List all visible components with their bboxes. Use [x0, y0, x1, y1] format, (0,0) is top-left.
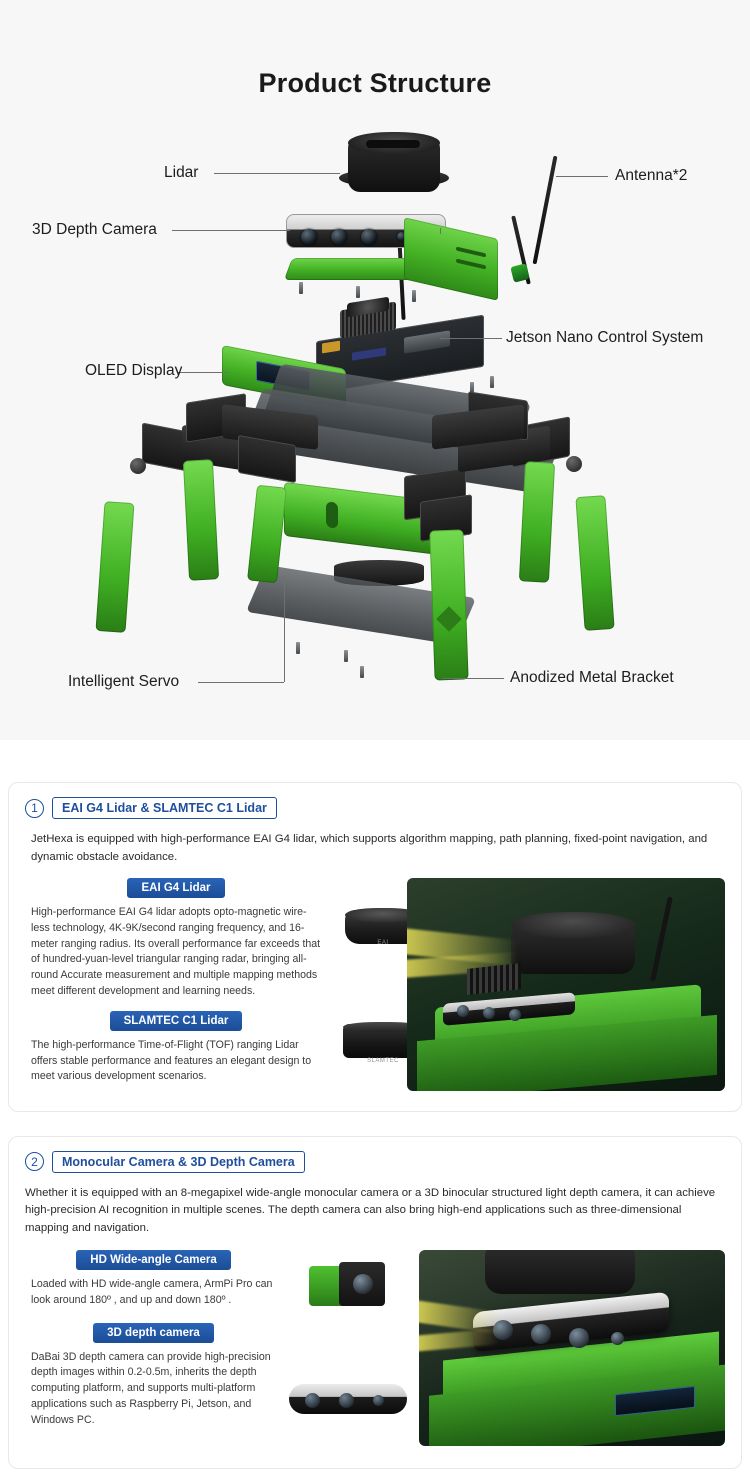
label-lidar: Lidar — [164, 164, 199, 181]
camera-lens-3 — [361, 229, 377, 245]
thumb-depth-lens-3 — [373, 1395, 384, 1406]
leader-jetson — [440, 338, 502, 339]
thumb-eai-caption: EAI — [377, 939, 389, 946]
photo-camera-on-robot — [419, 1250, 725, 1446]
body-slot — [326, 501, 338, 528]
camera-lens-1 — [301, 229, 317, 245]
joint-right-rear — [566, 456, 582, 472]
leg-right-front-lower — [429, 529, 468, 680]
section-gap-2 — [0, 1126, 750, 1136]
thumb-depth-camera — [287, 1374, 417, 1424]
section-2-title: Monocular Camera & 3D Depth Camera — [52, 1151, 305, 1173]
section-1-number: 1 — [25, 799, 44, 818]
photo2-lidar — [485, 1250, 635, 1294]
section-2-intro: Whether it is equipped with an 8-megapixel wide-angle monocular camera or a 3D binocular structured light depth camera, it can achieve high-precision AI recognition in multiple scenes. The depth camera can also bring high-end applications such as three-dimensional mapping and navigation. — [25, 1186, 716, 1235]
text-slamtec-c1: The high-performance Time-of-Flight (TOF) ranging Lidar offers stable performance and features an elegant design to meet various development scenarios. — [31, 1038, 312, 1083]
section-2-header — [25, 1151, 725, 1173]
label-oled: OLED Display — [85, 362, 183, 379]
pill-hd-wide-angle: HD Wide-angle Camera — [76, 1250, 230, 1270]
antenna-left-part — [533, 156, 558, 265]
photo-cam-lens-2 — [483, 1007, 495, 1019]
leader-oled — [178, 372, 228, 373]
leader-bracket — [442, 678, 504, 679]
text-3d-depth: DaBai 3D depth camera can provide high-precision depth images within 0.2-0.5m, inherits the depth computing platform, and supports multi-platform applications such as Raspberry Pi, Jetson, and Windows PC. — [31, 1350, 271, 1427]
section-2-text-column — [31, 1250, 276, 1440]
exploded-diagram — [0, 110, 750, 730]
hero-section — [0, 0, 750, 740]
leader-antenna — [556, 176, 608, 177]
text-hd-wide-angle: Loaded with HD wide-angle camera, ArmPi Pro can look around 180º , and up and down 180º . — [31, 1277, 273, 1306]
leader-depth-camera — [172, 230, 290, 231]
thumb-depth-lens-2 — [339, 1393, 354, 1408]
leader-servo-v — [284, 576, 285, 682]
screw-7 — [344, 650, 348, 662]
label-servo: Intelligent Servo — [68, 673, 180, 690]
photo-cam-lens-1 — [457, 1005, 469, 1017]
thumb-wide-angle-camera — [287, 1256, 417, 1318]
section-1-title: EAI G4 Lidar & SLAMTEC C1 Lidar — [52, 797, 277, 819]
thumb-cam-lens — [353, 1274, 373, 1294]
leg-right-rear-lower — [575, 495, 614, 631]
photo-lidar-on-robot — [407, 878, 725, 1091]
photo-lidar-top — [511, 912, 635, 938]
section-camera — [8, 1136, 742, 1469]
leader-lidar — [214, 173, 340, 174]
leader-antenna-stub — [440, 228, 441, 234]
label-bracket: Anodized Metal Bracket — [510, 669, 674, 686]
section-gap-1 — [0, 740, 750, 782]
photo2-lens-2 — [531, 1324, 551, 1344]
leg-left-rear-lower — [96, 501, 135, 633]
side-green-bracket — [404, 217, 498, 301]
photo2-ir-emitter — [611, 1332, 624, 1345]
section-2-body — [25, 1250, 725, 1450]
section-2-thumbnails — [287, 1256, 417, 1424]
pill-3d-depth: 3D depth camera — [93, 1323, 214, 1343]
label-depth-camera: 3D Depth Camera — [32, 221, 157, 238]
screw-2 — [356, 286, 360, 298]
photo-heatsink — [467, 963, 521, 995]
photo-antenna — [650, 896, 673, 981]
camera-lens-2 — [331, 229, 347, 245]
screw-6 — [296, 642, 300, 654]
leg-left-mid-lower — [183, 459, 219, 580]
leader-servo-h — [198, 682, 284, 683]
thumb-slamtec-caption: SLAMTEC — [367, 1057, 399, 1064]
leg-right-mid-lower — [519, 461, 555, 582]
lidar-slot — [366, 140, 420, 148]
section-1-header — [25, 797, 725, 819]
label-antenna: Antenna*2 — [615, 167, 688, 184]
pill-slamtec-c1: SLAMTEC C1 Lidar — [110, 1011, 243, 1031]
text-eai-g4: High-performance EAI G4 lidar adopts opto-magnetic wire-less technology, 4K-9K/second ranging frequency, and 16-meter ranging radius. Its overall performance far exceeds that of hundred-yuan-level triangular ranging radar, bringing all-round Accurate measurement and multiple mapping methods meet different development and learning needs. — [31, 905, 321, 998]
screw-8 — [360, 666, 364, 678]
joint-left-rear — [130, 458, 146, 474]
photo2-lens-3 — [569, 1328, 589, 1348]
screw-5 — [490, 376, 494, 388]
section-2-number: 2 — [25, 1152, 44, 1171]
screw-3 — [412, 290, 416, 302]
section-1-text-column — [31, 878, 321, 1096]
label-jetson: Jetson Nano Control System — [506, 329, 704, 346]
pill-eai-g4: EAI G4 Lidar — [127, 878, 224, 898]
section-1-intro: JetHexa is equipped with high-performance EAI G4 lidar, which supports algorithm mapping, path planning, fixed-point navigation, and dynamic obstacle avoidance. — [31, 833, 708, 863]
photo-cam-lens-3 — [509, 1009, 521, 1021]
photo-lidar-content — [407, 878, 725, 1091]
screw-1 — [299, 282, 303, 294]
photo-camera-content — [419, 1250, 725, 1446]
page-title: Product Structure — [258, 68, 492, 99]
section-lidar — [8, 782, 742, 1112]
thumb-depth-lens-1 — [305, 1393, 320, 1408]
section-1-body — [25, 878, 725, 1093]
